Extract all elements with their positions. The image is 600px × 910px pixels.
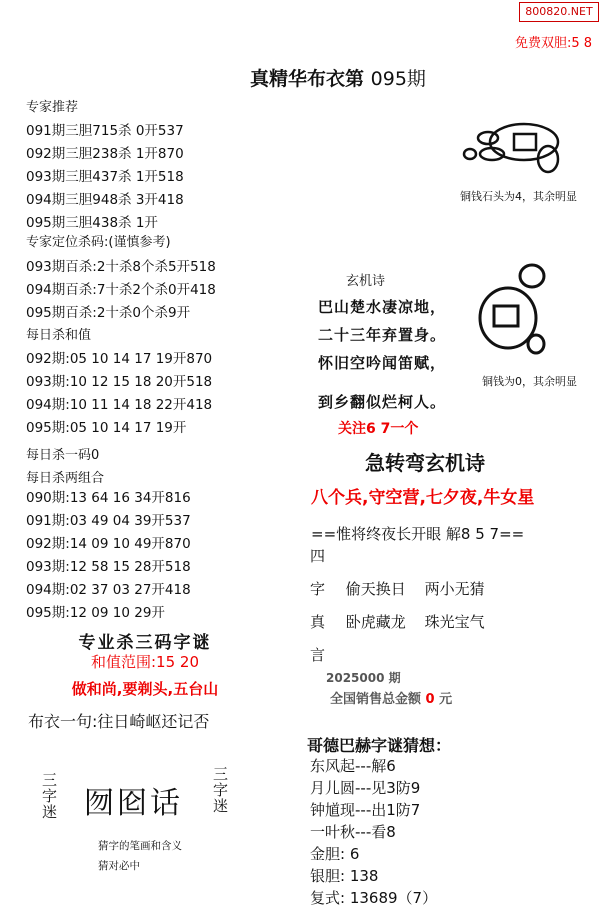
goethe-item: 复式: 13689（7） <box>310 889 438 907</box>
expert-item: 092期三胆238杀 1开870 <box>26 146 184 162</box>
goethe-item: 月儿圆---见3防9 <box>310 779 421 797</box>
goethe-item: 钟馗现---出1防7 <box>310 801 421 819</box>
sum-kill-item: 095期:05 10 14 17 19开 <box>26 420 187 436</box>
kill-two-item: 095期:12 09 10 29开 <box>26 605 165 621</box>
poem-line: 到乡翻似烂柯人。 <box>318 393 447 411</box>
expert-item: 093期三胆437杀 1开518 <box>26 169 184 185</box>
coin2-caption: 铜钱为0，其余明显 <box>482 375 577 388</box>
four-words-b: 珠光宝气 <box>424 613 485 631</box>
coin1-caption: 铜钱石头为4，其余明显 <box>460 190 577 203</box>
four-words-char: 言 <box>310 646 326 664</box>
expert-label: 专家推荐 <box>26 100 79 115</box>
kill-one-label: 每日杀一码0 <box>26 448 100 463</box>
kill-two-label: 每日杀两组合 <box>26 471 105 486</box>
expert-item: 094期三胆948杀 3开418 <box>26 192 184 208</box>
hint-1: 猜字的笔画和含义 <box>98 840 182 852</box>
issue-number: 095期 <box>370 68 426 90</box>
total-issue: 2025000 期 <box>326 671 401 685</box>
goethe-item: 东风起---解6 <box>310 757 396 775</box>
poem-line: 巴山楚水凄凉地， <box>318 298 447 316</box>
sum-kill-label: 每日杀和值 <box>26 328 92 343</box>
three-char-riddle-left: 三字迷 <box>42 771 58 821</box>
total-sales <box>330 688 452 707</box>
riddle-title: 专业杀三码字谜 <box>78 633 212 653</box>
goethe-item: 银胆: 138 <box>310 867 379 885</box>
kill-two-item: 091期:03 49 04 39开537 <box>26 513 191 529</box>
four-words-b: 两小无猜 <box>424 580 485 598</box>
title-prefix: 真精华布衣第 <box>250 68 365 90</box>
four-words-row <box>310 578 485 599</box>
riddle-words: 囫囵话 <box>84 786 183 821</box>
decode-line: ==惟将终夜长开眼 解8 5 7== <box>311 525 525 543</box>
four-words-row <box>310 644 325 665</box>
expert-item: 091期三胆715杀 0开537 <box>26 123 184 139</box>
sum-range: 和值范围:15 20 <box>91 653 199 671</box>
position-kill-item: 094期百杀:7十杀2个杀0开418 <box>26 282 216 298</box>
poem-line: 怀旧空吟闻笛赋， <box>318 354 447 372</box>
focus-line: 关注6 7一个 <box>338 421 419 437</box>
kill-two-item: 092期:14 09 10 49开870 <box>26 536 191 552</box>
poem-title: 玄机诗 <box>346 274 386 289</box>
sum-kill-item: 093期:10 12 15 18 20开518 <box>26 374 213 390</box>
position-kill-item: 095期百杀:2十杀0个杀9开 <box>26 305 191 321</box>
total-sales-unit: 元 <box>439 692 453 707</box>
goethe-item: 一叶秋---看8 <box>310 823 396 841</box>
coin-stones-illustration <box>462 110 582 186</box>
buyi-line: 布衣一句:往日崎岖还记否 <box>28 712 210 731</box>
three-char-riddle-right: 三字迷 <box>213 765 229 815</box>
hint-2: 猜对必中 <box>98 860 140 872</box>
sum-kill-item: 094期:10 11 14 18 22开418 <box>26 397 213 413</box>
goethe-title: 哥德巴赫字谜猜想： <box>307 736 452 755</box>
goethe-item: 金胆: 6 <box>310 845 360 863</box>
kill-two-item: 094期:02 37 03 27开418 <box>26 582 191 598</box>
four-words-a: 卧虎藏龙 <box>345 613 406 631</box>
coin-zero-illustration <box>474 258 556 364</box>
total-sales-value: 0 <box>425 692 435 707</box>
four-words-row <box>310 545 325 566</box>
four-words-a: 偷天换日 <box>345 580 406 598</box>
turn-poem-title: 急转弯玄机诗 <box>365 451 485 475</box>
four-words-char: 四 <box>310 547 326 565</box>
site-badge: 800820.NET <box>519 2 599 22</box>
four-words-row <box>310 611 485 632</box>
four-words-char: 真 <box>310 613 326 631</box>
position-kill-label: 专家定位杀码:(谨慎参考) <box>26 235 171 250</box>
four-words-char: 字 <box>310 580 326 598</box>
free-double-text: 免费双胆:5 8 <box>514 36 592 51</box>
kill-two-item: 093期:12 58 15 28开518 <box>26 559 191 575</box>
page-title <box>250 64 426 91</box>
expert-item: 095期三胆438杀 1开 <box>26 215 158 231</box>
kill-two-item: 090期:13 64 16 34开816 <box>26 490 191 506</box>
total-sales-prefix: 全国销售总金额 <box>330 692 422 707</box>
position-kill-item: 093期百杀:2十杀8个杀5开518 <box>26 259 216 275</box>
turn-poem-line: 八个兵,守空营,七夕夜,牛女星 <box>311 488 535 508</box>
sum-kill-item: 092期:05 10 14 17 19开870 <box>26 351 213 367</box>
riddle-line: 做和尚,要剃头,五台山 <box>71 680 219 698</box>
poem-line: 二十三年弃置身。 <box>318 326 447 344</box>
